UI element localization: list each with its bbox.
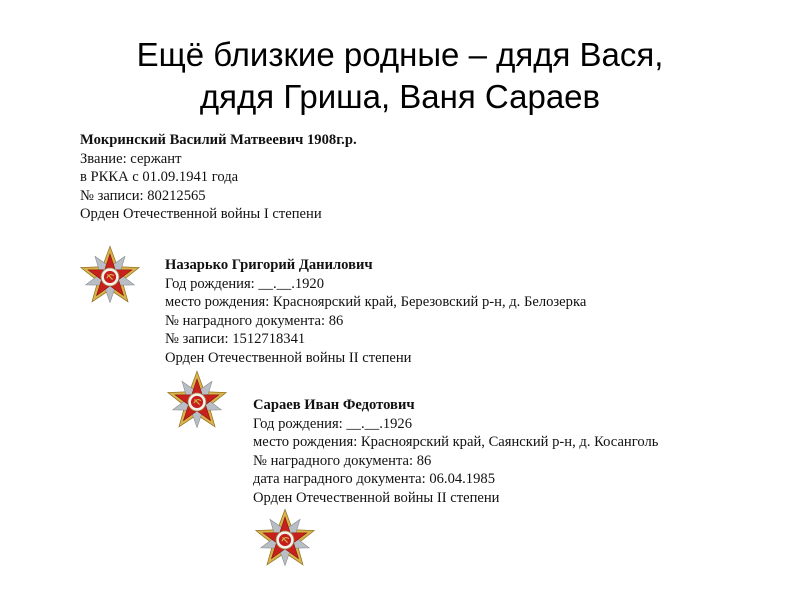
- record-name: Назарько Григорий Данилович: [165, 257, 373, 273]
- award-record-mokrinsky: [80, 131, 357, 224]
- award-record-nazarko: [165, 256, 586, 367]
- record-name: Сараев Иван Федотович: [253, 397, 415, 413]
- record-birthplace: место рождения: Красноярский край, Березовский р-н, д. Белозерка: [165, 294, 587, 310]
- order-patriotic-war-medal-icon: [253, 508, 317, 572]
- record-award: Орден Отечественной войны I степени: [80, 206, 322, 222]
- award-record-saraev: [253, 396, 658, 507]
- record-award: Орден Отечественной войны II степени: [253, 489, 500, 506]
- record-service-start: в РККА с 01.09.1941 года: [80, 169, 239, 185]
- record-document-number: № наградного документа: 86: [165, 312, 344, 329]
- record-award: Орден Отечественной войны II степени: [165, 349, 412, 366]
- order-patriotic-war-medal-icon: [165, 370, 229, 434]
- record-entry-number: № записи: 1512718341: [165, 331, 306, 347]
- record-birth-year: Год рождения: __.__.1926: [253, 415, 413, 432]
- record-birth-year: Год рождения: __.__.1920: [165, 275, 325, 292]
- slide-title-line-1: Ещё близкие родные – дядя Вася,: [136, 36, 664, 73]
- record-name: Мокринский Василий Матвеевич 1908г.р.: [80, 132, 357, 148]
- record-birthplace: место рождения: Красноярский край, Саянский р-н, д. Косанголь: [253, 434, 659, 450]
- record-rank: Звание: сержант: [80, 150, 182, 167]
- record-document-date: дата наградного документа: 06.04.1985: [253, 471, 495, 487]
- slide-title: [0, 34, 800, 118]
- slide-title-line-2: дядя Гриша, Ваня Сараев: [199, 78, 601, 115]
- record-entry-number: № записи: 80212565: [80, 187, 206, 204]
- record-document-number: № наградного документа: 86: [253, 452, 432, 469]
- order-patriotic-war-medal-icon: [78, 245, 142, 309]
